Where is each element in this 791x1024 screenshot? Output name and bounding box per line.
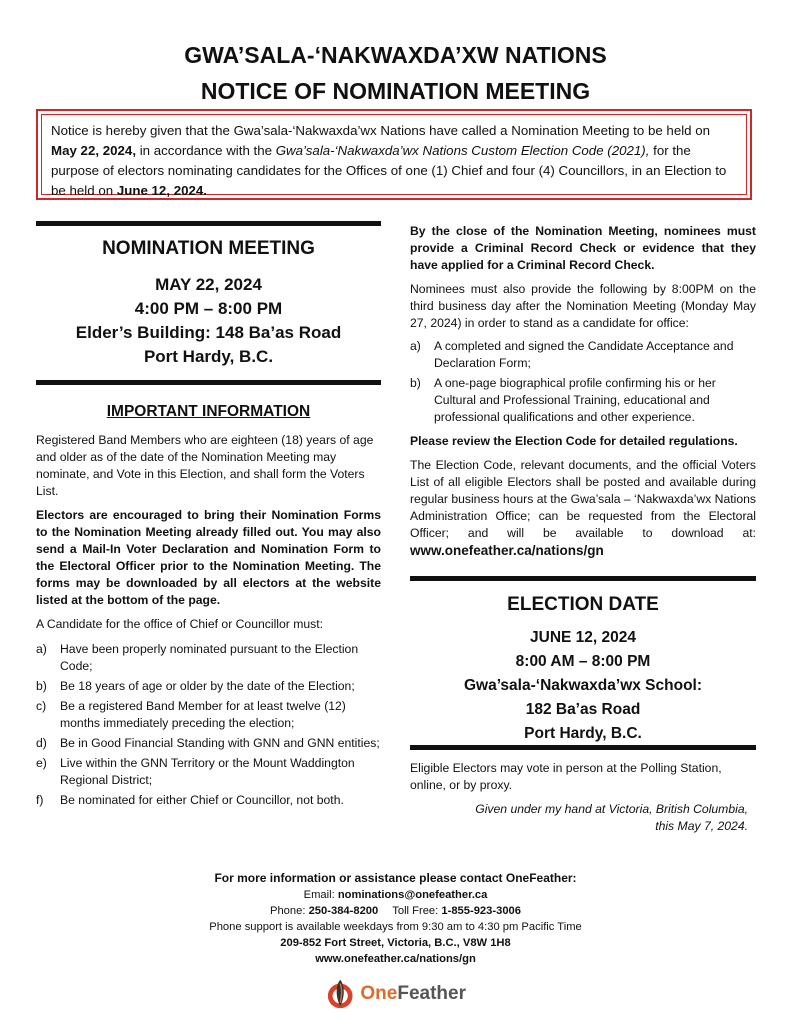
given-under-hand-line1: Given under my hand at Victoria, British Columbia, — [475, 802, 748, 816]
nomination-meeting-block — [36, 237, 381, 369]
document-subtitle: NOTICE OF NOMINATION MEETING — [200, 78, 591, 104]
meeting-place: Elder’s Building: 148 Ba’as Road — [75, 323, 342, 342]
meeting-date: MAY 22, 2024 — [155, 275, 262, 294]
list-marker: c) — [36, 699, 47, 713]
notice-box — [36, 109, 752, 200]
nomination-forms-paragraph: Electors are encouraged to bring their Nomination Forms to the Nomination Meeting already filled out. You may also send a Mail-In Voter Declaration and Nomination Form to the Electoral Officer prior to the Nomination Meeting. The forms may be downloaded by all electors at the website listed at the bottom of the page. — [36, 508, 381, 607]
divider — [410, 576, 756, 581]
list-item — [410, 375, 756, 426]
contact-email: Email: nominations@onefeather.ca — [303, 889, 488, 901]
candidate-requirements-intro: A Candidate for the office of Chief or Councillor must: — [36, 617, 324, 631]
contact-heading: For more information or assistance please contact OneFeather: — [214, 871, 577, 885]
list-item — [36, 792, 381, 809]
election-date: JUNE 12, 2024 — [530, 629, 636, 646]
candidate-requirements-list — [36, 641, 381, 809]
list-item-text: Have been properly nominated pursuant to the Election Code; — [60, 642, 359, 673]
nomination-meeting-heading: NOMINATION MEETING — [102, 238, 315, 259]
election-code-paragraph: The Election Code, relevant documents, and the official Voters List of all eligible Electors shall be posted and available during regular business hours at the Gwa’sala – ‘Nakwaxda’wx Nations Administration Office; can be requested from the Electoral Officer; and will be available to download at: www.onefeather.ca/nations/gn — [410, 458, 756, 558]
list-item-text: Be a registered Band Member for at least twelve (12) months immediately preceding the election; — [60, 699, 346, 730]
eligibility-paragraph: Registered Band Members who are eighteen (18) years of age and older as of the date of the Nomination Meeting may nominate, and Vote in this Election, and shall form the Voters List. — [36, 433, 374, 498]
support-hours: Phone support is available weekdays from 9:30 am to 4:30 pm Pacific Time — [209, 921, 582, 933]
notice-meeting-date: May 22, 2024, — [51, 143, 137, 158]
list-item-text: Be in Good Financial Standing with GNN and GNN entities; — [60, 736, 380, 750]
nominee-requirements-list — [410, 338, 756, 426]
meeting-time: 4:00 PM – 8:00 PM — [134, 299, 283, 318]
list-item-text: Live within the GNN Territory or the Mount Waddington Regional District; — [60, 756, 355, 787]
election-date-heading: ELECTION DATE — [507, 594, 659, 615]
election-address: 182 Ba’as Road — [525, 701, 641, 718]
onefeather-logo — [326, 976, 466, 1012]
nominee-requirements-paragraph: Nominees must also provide the following by 8:00PM on the third business day after the Nomination Meeting (Monday May 27, 2024) in order to stand as a candidate for office: — [410, 282, 756, 330]
criminal-record-paragraph: By the close of the Nomination Meeting, nominees must provide a Criminal Record Check or evidence that they have applied for a Criminal Record Check. — [410, 224, 756, 272]
mailing-address: 209-852 Fort Street, Victoria, B.C., V8W 1H8 — [280, 937, 511, 949]
review-code-note: Please review the Election Code for detailed regulations. — [410, 434, 738, 448]
notice-text: Notice is hereby given that the Gwa’sala-‘Nakwaxda’wx Nations have called a Nomination Meeting to be held on May 22, 2024, in accordance with the Gwa’sala-‘Nakwaxda’wx Nations Custom Election Code (2021), for the purpose of electors nominating candidates for the Offices of one (1) Chief and four (4) Councillors, in an Election to be held on June 12, 2024. — [41, 114, 747, 195]
voting-info — [410, 760, 756, 835]
right-column — [410, 223, 756, 560]
logo-wordmark: OneFeather — [360, 983, 466, 1004]
voting-methods-paragraph: Eligible Electors may vote in person at the Polling Station, online, or by proxy. — [410, 761, 722, 792]
list-item — [36, 698, 381, 732]
download-url[interactable]: www.onefeather.ca/nations/gn — [410, 543, 604, 558]
divider — [410, 745, 756, 750]
list-item — [410, 338, 756, 372]
feather-icon — [326, 977, 354, 1011]
divider — [36, 380, 381, 385]
list-marker: a) — [410, 339, 421, 353]
list-marker: f) — [36, 793, 44, 807]
election-date-block — [410, 593, 756, 746]
important-information-block — [36, 403, 381, 812]
list-item — [36, 735, 381, 752]
notice-election-code: Gwa’sala-‘Nakwaxda’wx Nations Custom Election Code (2021), — [275, 143, 650, 158]
list-item-text: A completed and signed the Candidate Acceptance and Declaration Form; — [434, 339, 734, 370]
list-item-text: Be nominated for either Chief or Councillor, not both. — [60, 793, 344, 807]
election-time: 8:00 AM – 8:00 PM — [515, 653, 651, 670]
notice-election-date: June 12, 2024. — [116, 183, 207, 198]
list-marker: e) — [36, 756, 47, 770]
email-link[interactable]: nominations@onefeather.ca — [337, 889, 488, 901]
important-information-heading: IMPORTANT INFORMATION — [106, 403, 311, 420]
list-marker: b) — [410, 376, 421, 390]
given-under-hand-line2: this May 7, 2024. — [655, 819, 748, 833]
list-item-text: Be 18 years of age or older by the date of the Election; — [60, 679, 355, 693]
footer-url[interactable]: www.onefeather.ca/nations/gn — [315, 953, 476, 965]
election-city: Port Hardy, B.C. — [524, 725, 642, 742]
list-marker: d) — [36, 736, 47, 750]
list-item — [36, 678, 381, 695]
tollfree-number: 1-855-923-3006 — [441, 905, 521, 917]
document-title: GWA’SALA-‘NAKWAXDA’XW NATIONS — [184, 42, 607, 68]
list-item — [36, 641, 381, 675]
list-item — [36, 755, 381, 789]
phone-number: 250-384-8200 — [308, 905, 379, 917]
list-marker: b) — [36, 679, 47, 693]
contact-phone: Phone: 250-384-8200 Toll Free: 1-855-923-3006 — [270, 905, 521, 917]
list-item-text: A one-page biographical profile confirming his or her Cultural and Professional Training, educational and professional qualifications and other experience. — [434, 376, 716, 424]
divider — [36, 221, 381, 226]
election-place: Gwa’sala-‘Nakwaxda’wx School: — [463, 677, 703, 694]
meeting-city: Port Hardy, B.C. — [143, 347, 274, 366]
list-marker: a) — [36, 642, 47, 656]
